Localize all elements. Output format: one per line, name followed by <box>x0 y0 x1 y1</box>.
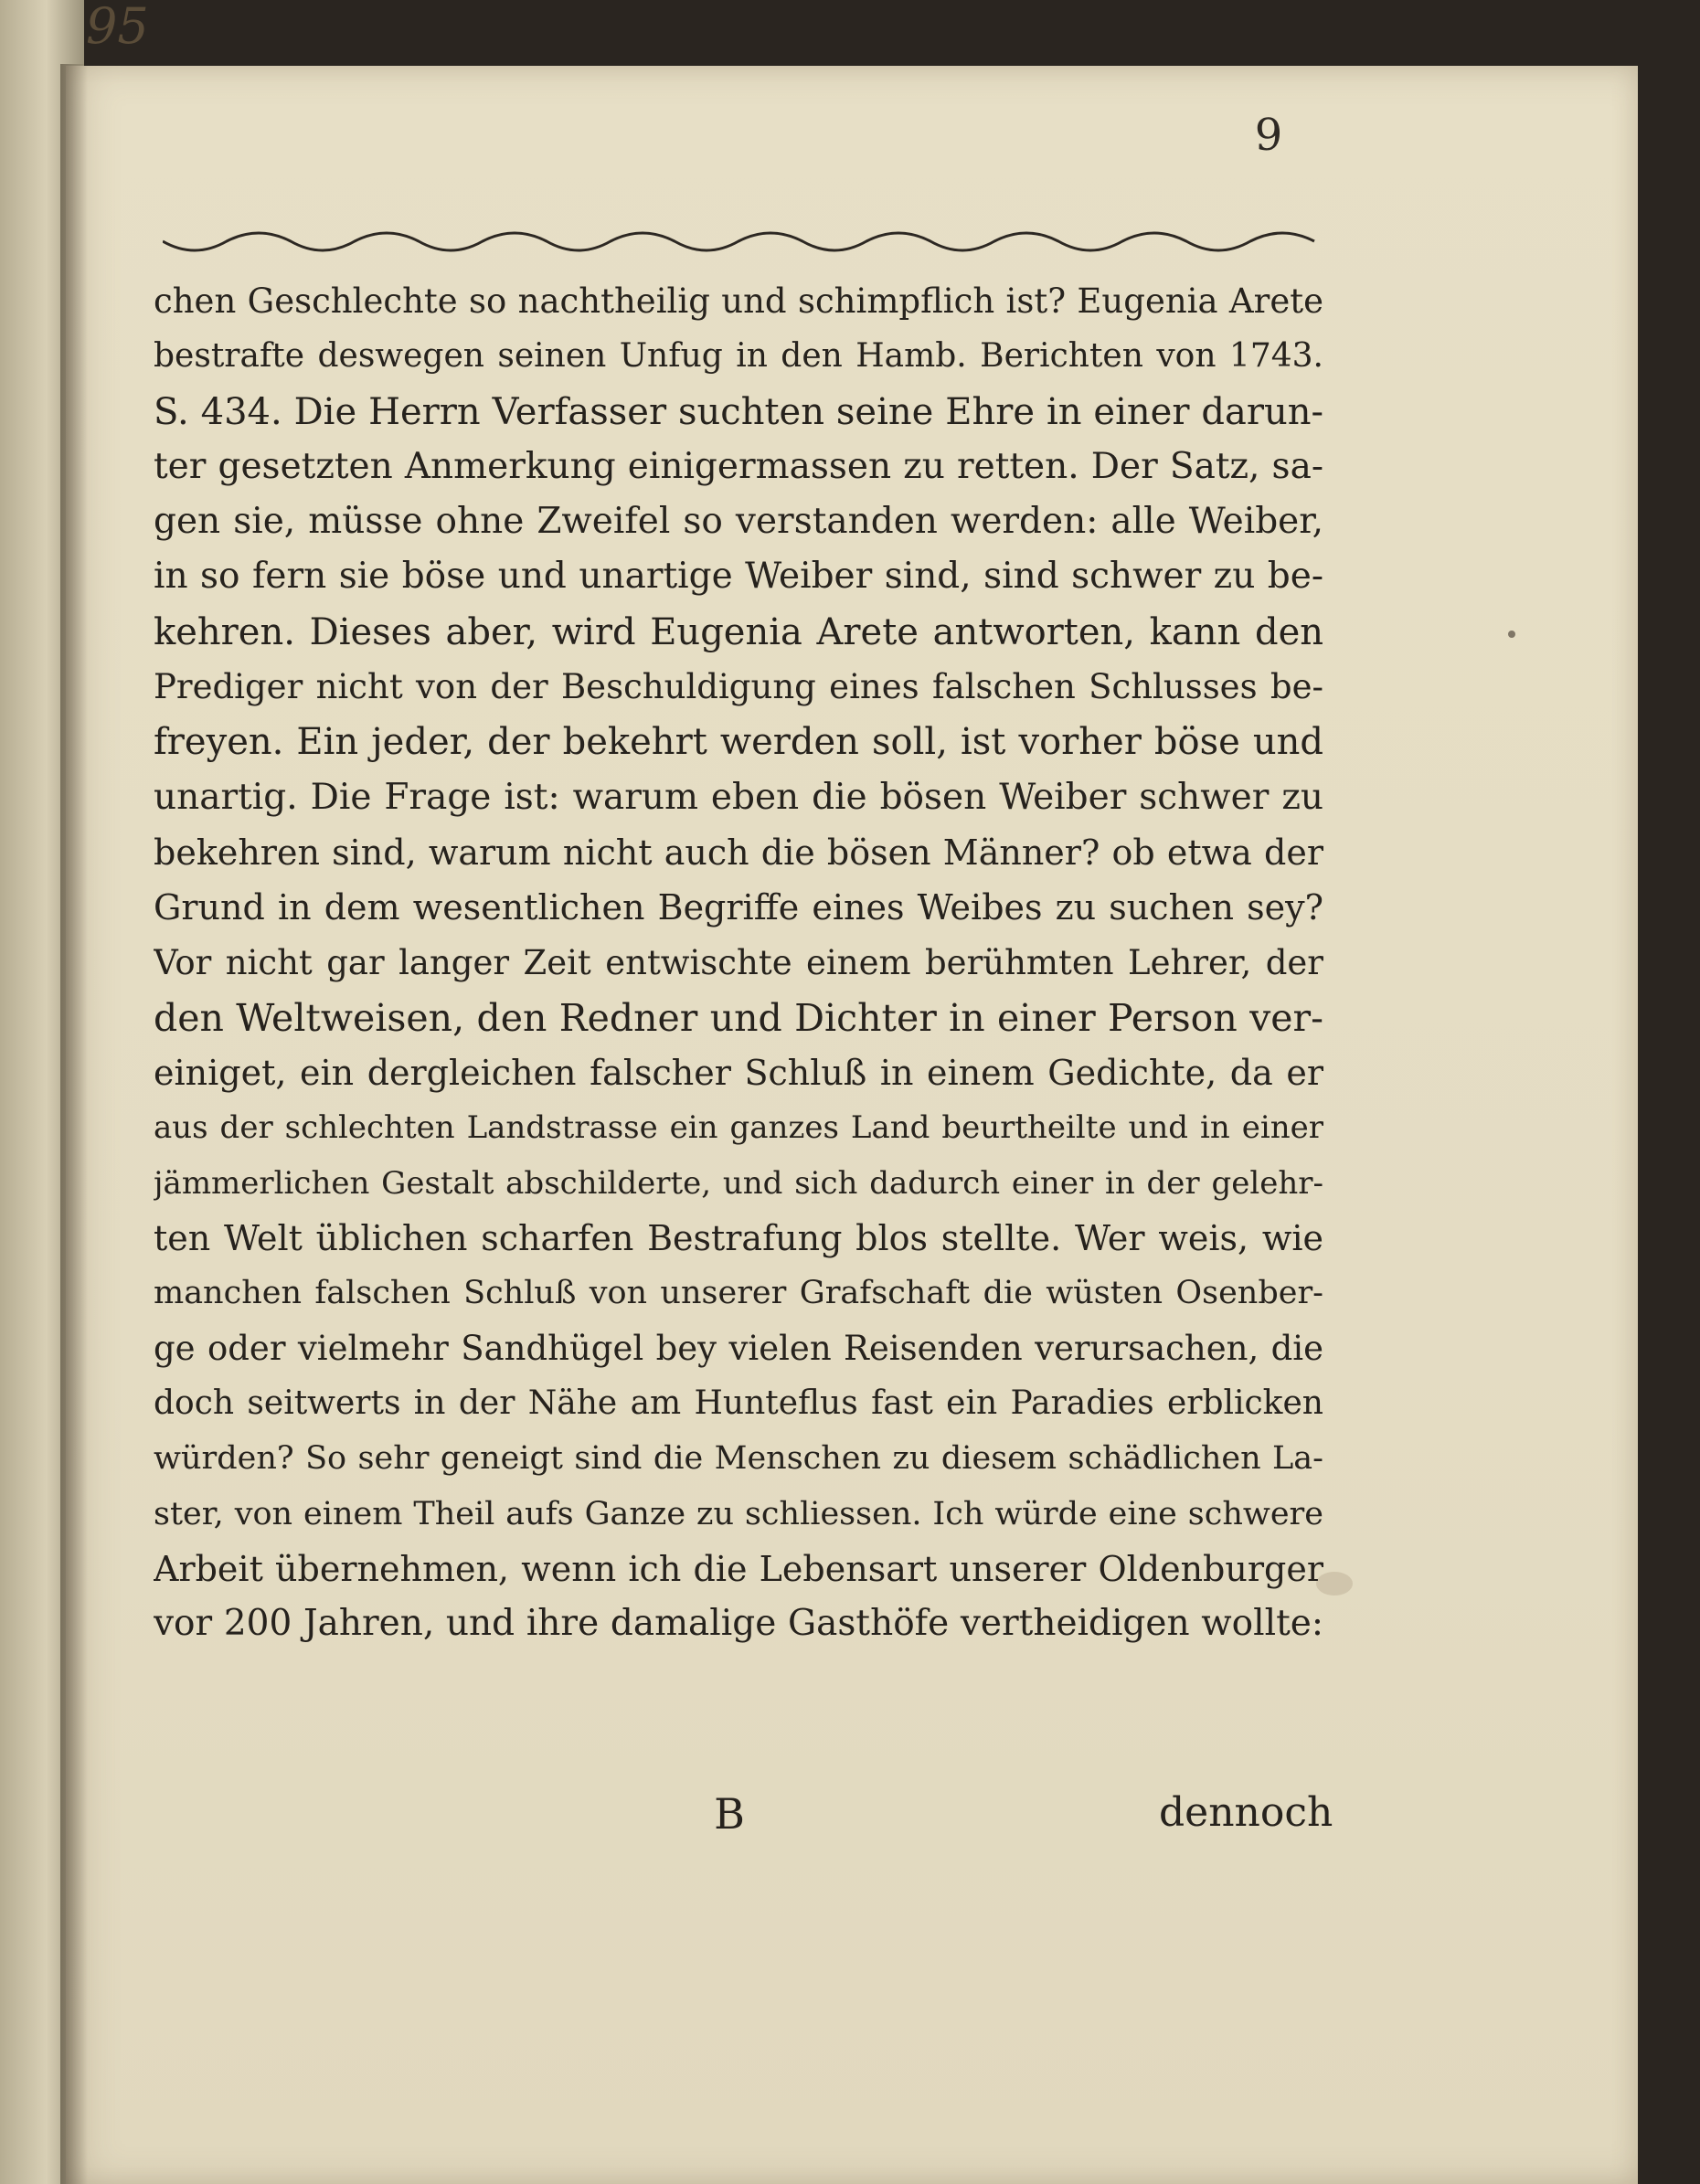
text-line: ge oder vielmehr Sandhügel bey vielen Reisenden verursachen, die <box>154 1328 1323 1368</box>
text-line: einiget, ein dergleichen falscher Schluß in einem Gedichte, da er <box>154 1053 1323 1094</box>
catchword: dennoch <box>1159 1789 1333 1836</box>
text-line: jämmerlichen Gestalt abschilderte, und sich dadurch einer in der gelehr- <box>154 1164 1323 1202</box>
text-line: in so fern sie böse und unartige Weiber sind, sind schwer zu be- <box>154 556 1323 598</box>
text-line: freyen. Ein jeder, der bekehrt werden soll, ist vorher böse und <box>154 721 1323 764</box>
text-line: chen Geschlechte so nachtheilig und schimpflich ist? Eugenia Arete <box>154 281 1323 321</box>
page-number: 9 <box>1254 110 1283 161</box>
text-line: bekehren sind, warum nicht auch die bösen Männer? ob etwa der <box>154 832 1323 873</box>
text-line: den Weltweisen, den Redner und Dichter in einer Person ver- <box>154 995 1323 1040</box>
text-line: Prediger nicht von der Beschuldigung eines falschen Schlusses be- <box>154 667 1323 707</box>
text-line: Arbeit übernehmen, wenn ich die Lebensart unserer Oldenburger <box>154 1548 1323 1589</box>
text-line: ten Welt üblichen scharfen Bestrafung blos stellte. Wer weis, wie <box>154 1218 1323 1259</box>
ornamental-border <box>163 228 1323 265</box>
text-line: bestrafte deswegen seinen Unfug in den Hamb. Berichten von 1743. <box>154 337 1323 376</box>
text-line: aus der schlechten Landstrasse ein ganzes Land beurtheilte und in einer <box>154 1109 1323 1147</box>
text-line: ster, von einem Theil aufs Ganze zu schliessen. Ich würde eine schwere <box>154 1495 1323 1532</box>
text-line: ter gesetzten Anmerkung einigermassen zu retten. Der Satz, sa- <box>154 445 1323 487</box>
text-line: vor 200 Jahren, und ihre damalige Gasthöfe vertheidigen wollte: <box>154 1603 1323 1645</box>
ornament-wave <box>163 233 1314 250</box>
paper-stain <box>1508 631 1515 638</box>
text-line: Vor nicht gar langer Zeit entwischte einem berühmten Lehrer, der <box>154 942 1323 982</box>
gutter-shadow <box>60 64 88 2184</box>
text-line: gen sie, müsse ohne Zweifel so verstanden werden: alle Weiber, <box>154 501 1323 543</box>
text-line: S. 434. Die Herrn Verfasser suchten seine Ehre in einer darun- <box>154 390 1323 433</box>
text-line: kehren. Dieses aber, wird Eugenia Arete antworten, kann den <box>154 610 1323 653</box>
shelfmark-number: 95 <box>86 0 149 55</box>
text-line: unartig. Die Frage ist: warum eben die bösen Weiber schwer zu <box>154 776 1323 818</box>
text-line: manchen falschen Schluß von unserer Grafschaft die wüsten Osenber- <box>154 1275 1323 1312</box>
body-text <box>154 274 1323 1651</box>
text-line: doch seitwerts in der Nähe am Hunteflus fast ein Paradies erblicken <box>154 1384 1323 1422</box>
text-line: Grund in dem wesentlichen Begriffe eines Weibes zu suchen sey? <box>154 887 1323 928</box>
signature-mark: B <box>714 1789 745 1839</box>
text-line: würden? So sehr geneigt sind die Menschen zu diesem schädlichen La- <box>154 1440 1323 1478</box>
